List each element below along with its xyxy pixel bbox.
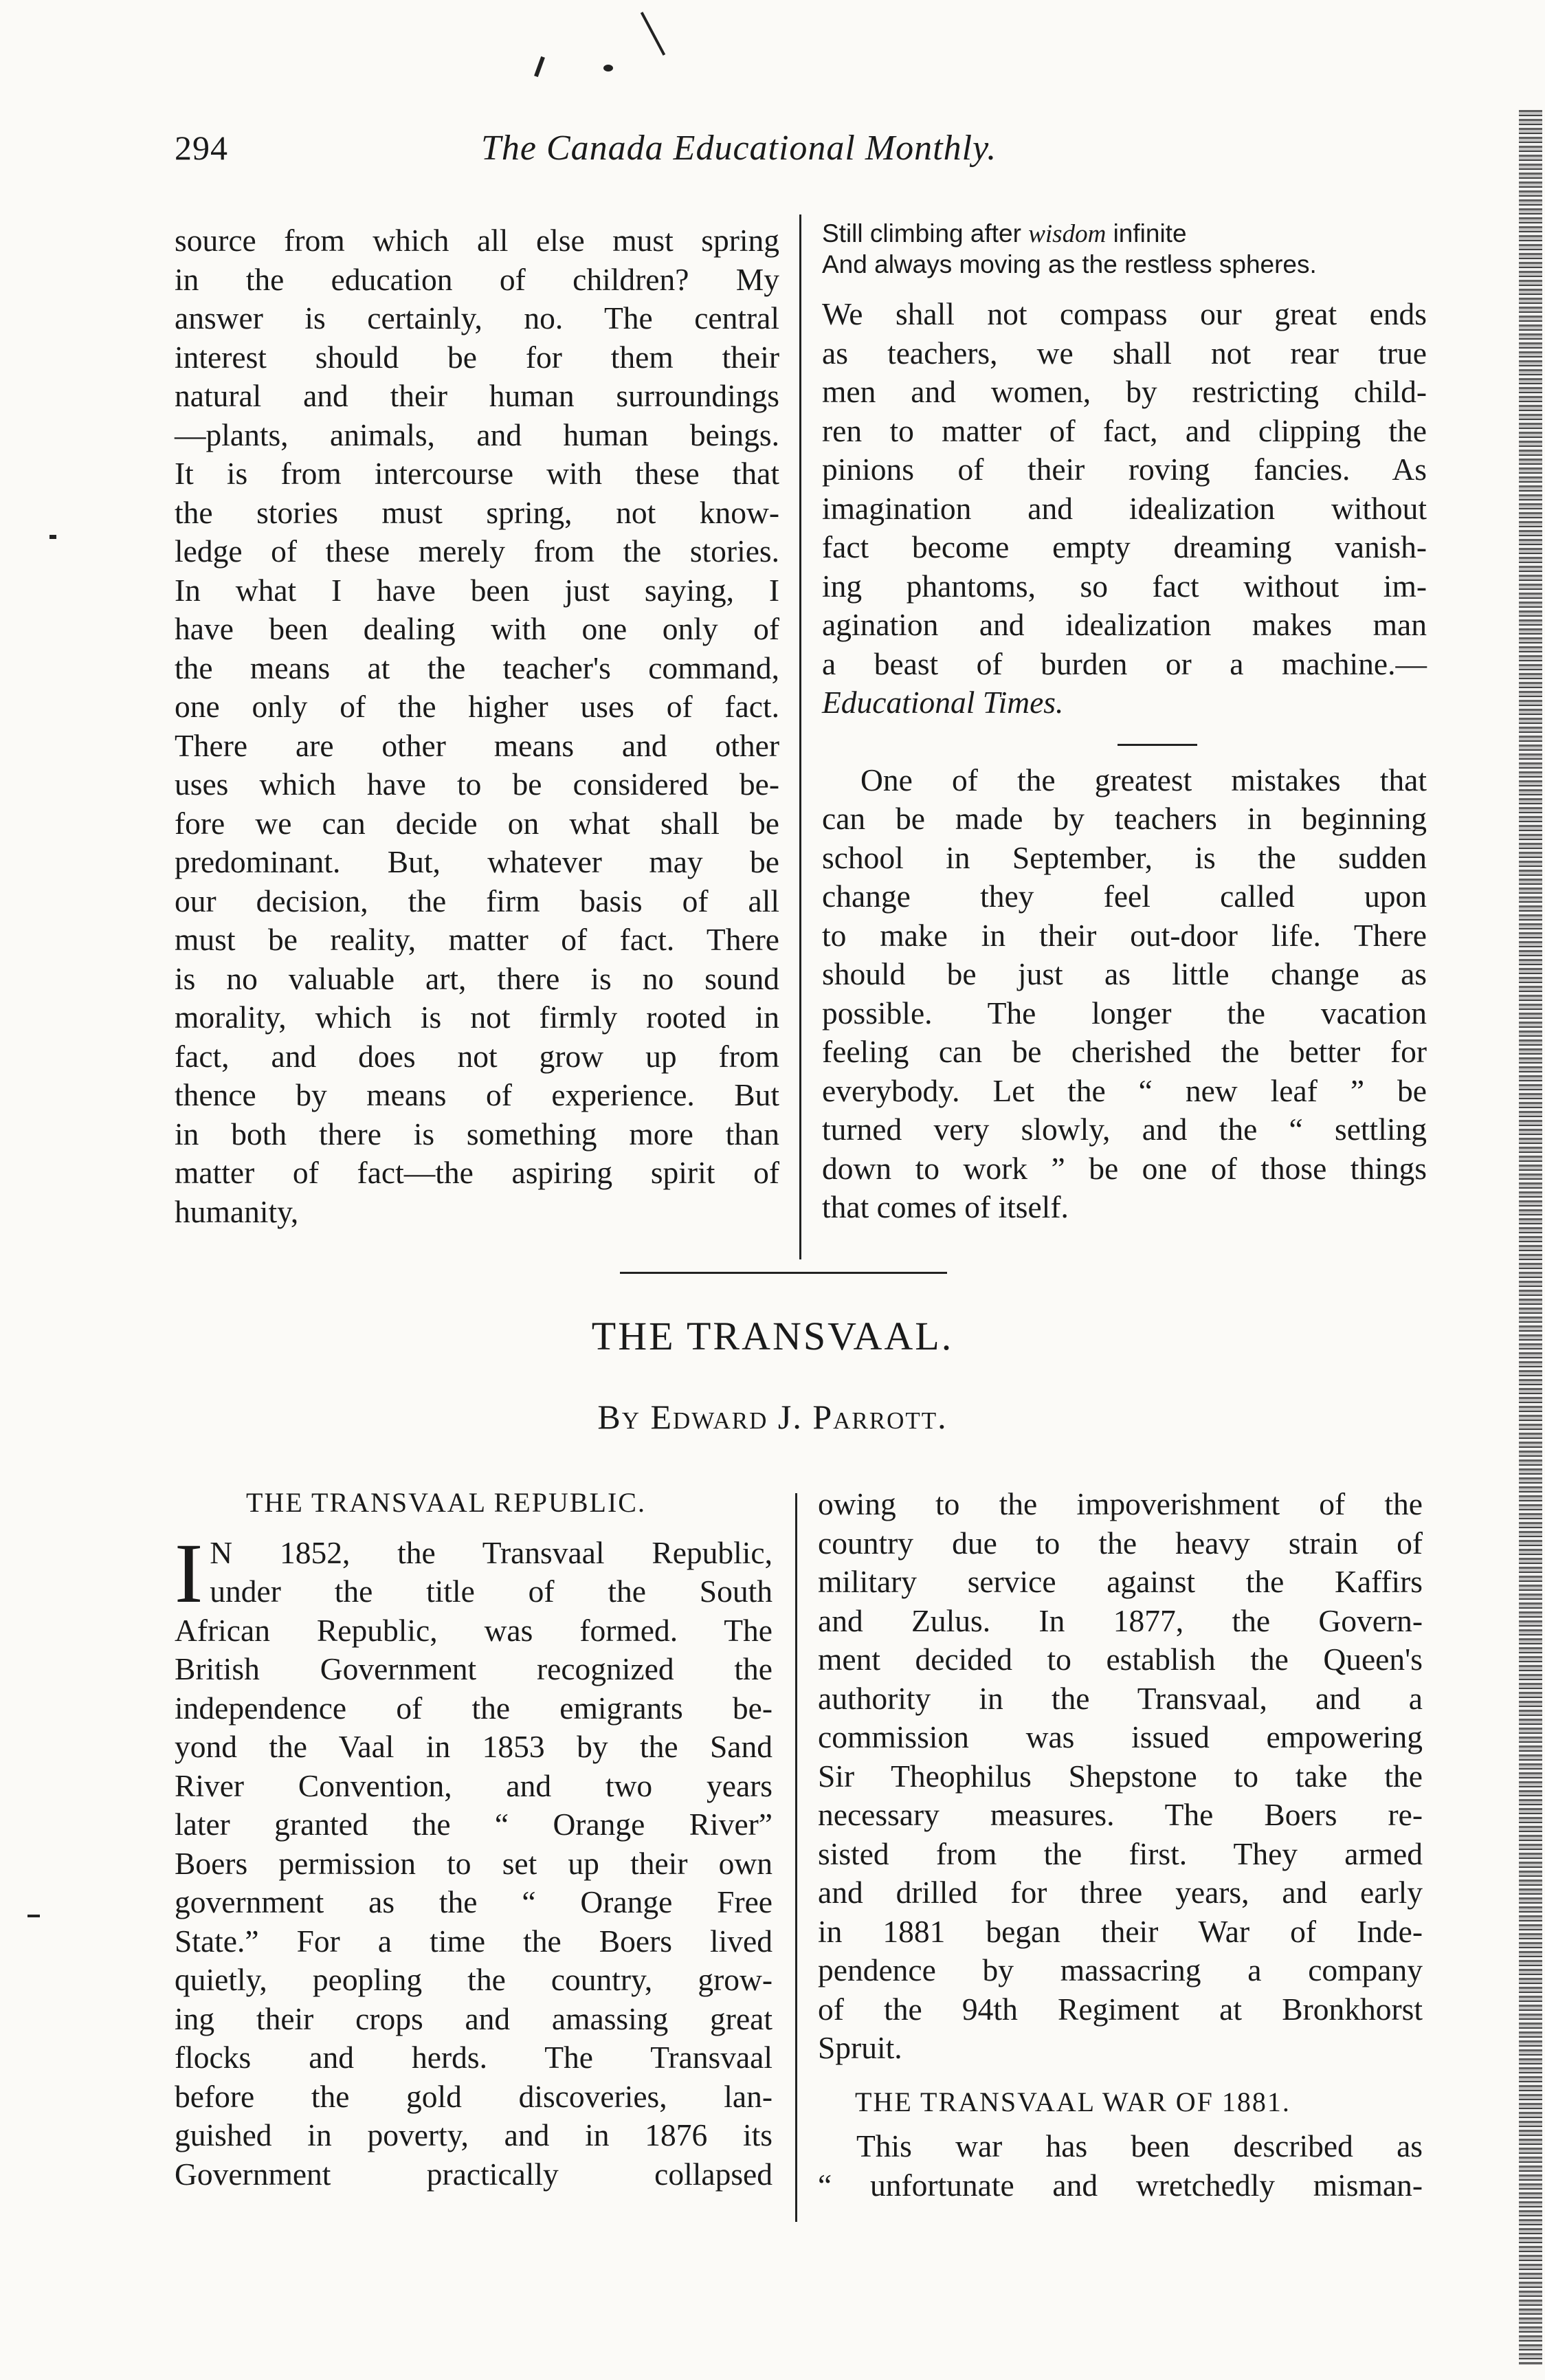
text-line: sisted from the first. They armed: [818, 1836, 1423, 1871]
text-line: N 1852, the Transvaal Republic,: [210, 1534, 772, 1570]
column-divider-top: [799, 214, 801, 1259]
text-line: agination and idealization makes man: [822, 607, 1427, 642]
text-line: matter of fact—the aspiring spirit of: [175, 1155, 779, 1190]
text-line: authority in the Transvaal, and a: [818, 1680, 1423, 1716]
text-line: Spruit.: [818, 2030, 902, 2065]
text-line: thence by means of experience. But: [175, 1077, 779, 1112]
section-heading: THE TRANSVAAL WAR OF 1881.: [855, 2086, 1291, 2117]
text-line: pinions of their roving fancies. As: [822, 452, 1427, 487]
text-line: owing to the impoverishment of the: [818, 1486, 1423, 1521]
ink-speck: [641, 12, 665, 56]
text-line: everybody. Let the “ new leaf ” be: [822, 1072, 1427, 1108]
text-line: humanity,: [175, 1193, 299, 1229]
article-continued-paragraph: [818, 1485, 1423, 2068]
text-line: school in September, is the sudden: [822, 839, 1427, 875]
verse-line: Still climbing after wisdom infinite: [822, 219, 1187, 248]
text-line: guished in poverty, and in 1876 its: [175, 2117, 772, 2152]
text-line: morality, which is not firmly rooted in: [175, 1000, 779, 1035]
text-line: the means at the teacher's command,: [175, 650, 779, 685]
running-header-title: The Canada Educational Monthly.: [481, 129, 997, 168]
text-line: imagination and idealization without: [822, 490, 1427, 526]
text-line: We shall not compass our great ends: [822, 296, 1427, 331]
article-right-column: [818, 1485, 1423, 2205]
text-line: fact become empty dreaming vanish-: [822, 529, 1427, 564]
text-line: interest should be for them their: [175, 339, 779, 375]
text-line: later granted the “ Orange River”: [175, 1807, 772, 1842]
text-line: in the education of children? My: [175, 261, 779, 297]
text-line: and drilled for three years, and early: [818, 1875, 1423, 1910]
text-line: government as the “ Orange Free: [175, 1884, 772, 1919]
text-line: before the gold discoveries, lan-: [175, 2078, 772, 2114]
text-line: to make in their out-door life. There: [822, 917, 1427, 953]
article-left-column: [175, 1484, 772, 2194]
text-line: should be just as little change as: [822, 956, 1427, 991]
text-line: turned very slowly, and the “ settling: [822, 1112, 1427, 1147]
text-line: fact, and does not grow up from: [175, 1038, 779, 1074]
text-line: as teachers, we shall not rear true: [822, 335, 1427, 371]
text-line: one only of the higher uses of fact.: [175, 689, 779, 724]
text-line: There are other means and other: [175, 727, 779, 763]
text-line: Sir Theophilus Shepstone to take the: [818, 1758, 1423, 1794]
text-line: fore we can decide on what shall be: [175, 805, 779, 841]
text-line: flocks and herds. The Transvaal: [175, 2040, 772, 2075]
text-line: predominant. But, whatever may be: [175, 844, 779, 879]
text-line: in both there is something more than: [175, 1116, 779, 1152]
text-line: ledge of these merely from the stories.: [175, 533, 779, 569]
article-war-paragraph: [818, 2127, 1423, 2205]
text-line: under the title of the South: [210, 1574, 772, 1609]
text-line: uses which have to be considered be-: [175, 767, 779, 802]
text-line: British Government recognized the: [175, 1651, 772, 1686]
top-left-column: [175, 221, 779, 1231]
column-divider-article: [795, 1493, 797, 2222]
text-line: It is from intercourse with these that: [175, 456, 779, 491]
text-line: pendence by massacring a company: [818, 1952, 1423, 1987]
text-line: African Republic, was formed. The: [175, 1612, 772, 1648]
text-line: of the 94th Regiment at Bronkhorst: [818, 1991, 1423, 2027]
section-heading: THE TRANSVAAL REPUBLIC.: [246, 1487, 646, 1518]
text-line: yond the Vaal in 1853 by the Sand: [175, 1729, 772, 1764]
text-line: ren to matter of fact, and clipping the: [822, 412, 1427, 448]
article-byline: By Edward J. Parrott.: [597, 1398, 948, 1436]
text-line: natural and their human surroundings: [175, 378, 779, 413]
text-line: can be made by teachers in beginning: [822, 801, 1427, 836]
text-line: This war has been described as: [856, 2128, 1423, 2163]
short-separator-rule: [1118, 744, 1197, 746]
text-line: ment decided to establish the Queen's: [818, 1642, 1423, 1677]
drop-cap: I: [175, 1525, 203, 1620]
article-title: THE TRANSVAAL.: [591, 1314, 954, 1358]
text-line: country due to the heavy strain of: [818, 1525, 1423, 1561]
text-line: independence of the emigrants be-: [175, 1690, 772, 1726]
text-line: quietly, peopling the country, grow-: [175, 1962, 772, 1997]
text-line: Boers permission to set up their own: [175, 1845, 772, 1881]
text-line: down to work ” be one of those things: [822, 1150, 1427, 1186]
text-line: Government practically collapsed: [175, 2156, 772, 2192]
text-line: the stories must spring, not know-: [175, 494, 779, 530]
article-opening-paragraph: [175, 1525, 772, 2194]
text-line: commission was issued empowering: [818, 1719, 1423, 1754]
text-line: River Convention, and two years: [175, 1767, 772, 1803]
text-line: a beast of burden or a machine.—: [822, 646, 1427, 681]
text-line: ing their crops and amassing great: [175, 2001, 772, 2036]
text-line: change they feel called upon: [822, 879, 1427, 914]
text-line: must be reality, matter of fact. There: [175, 922, 779, 957]
closing-paragraph: [822, 295, 1427, 683]
top-right-column: [822, 219, 1427, 1227]
ink-speck: [27, 1915, 40, 1917]
text-line: “ unfortunate and wretchedly misman-: [818, 2167, 1423, 2203]
text-line: ing phantoms, so fact without im-: [822, 568, 1427, 604]
verse-line: And always moving as the restless spheres.: [822, 250, 1317, 278]
editorial-note-paragraph: [822, 761, 1427, 1227]
text-line: is no valuable art, there is no sound: [175, 960, 779, 996]
text-line: in 1881 began their War of Inde-: [818, 1913, 1423, 1949]
text-line: our decision, the firm basis of all: [175, 883, 779, 918]
ink-speck: [534, 56, 545, 77]
text-line: State.” For a time the Boers lived: [175, 1923, 772, 1959]
text-line: In what I have been just saying, I: [175, 572, 779, 608]
text-line: and Zulus. In 1877, the Govern-: [818, 1602, 1423, 1638]
text-line: possible. The longer the vacation: [822, 995, 1427, 1031]
text-line: One of the greatest mistakes that: [860, 762, 1427, 797]
text-line: military service against the Kaffirs: [818, 1564, 1423, 1599]
article-separator-rule: [620, 1272, 947, 1274]
text-line: —plants, animals, and human beings.: [175, 417, 779, 452]
text-line: answer is certainly, no. The central: [175, 300, 779, 335]
text-line: feeling can be cherished the better for: [822, 1034, 1427, 1069]
source-attribution: Educational Times.: [822, 685, 1064, 720]
verse-quotation: [822, 219, 1427, 280]
text-line: source from which all else must spring: [175, 223, 779, 258]
text-line: have been dealing with one only of: [175, 611, 779, 646]
ink-speck: [603, 65, 613, 71]
ink-speck: [49, 535, 56, 539]
text-line: men and women, by restricting child-: [822, 374, 1427, 409]
text-line: necessary measures. The Boers re-: [818, 1797, 1423, 1832]
text-line: that comes of itself.: [822, 1189, 1069, 1224]
page-number: 294: [175, 129, 228, 167]
scan-edge-artifact: [1519, 110, 1542, 2365]
